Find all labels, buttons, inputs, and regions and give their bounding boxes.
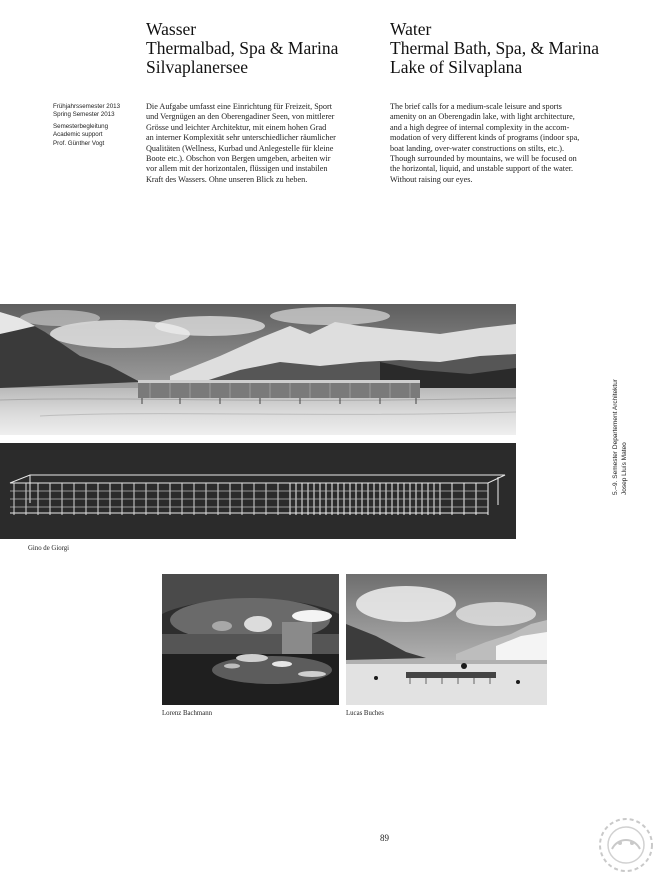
body-german-line: Die Aufgabe umfasst eine Einrichtung für Freizeit, Sport — [146, 102, 332, 111]
body-german-line: Kraft des Wassers. Ohne unseren Blick zu heben. — [146, 174, 308, 184]
caption-bachmann: Lorenz Bachmann — [162, 710, 213, 717]
winter-lake-photo — [346, 574, 547, 705]
model-photo — [0, 443, 516, 539]
watermark-logo — [594, 815, 658, 875]
caption-buches: Lucas Buches — [346, 710, 384, 717]
semester-info — [53, 103, 120, 148]
support-german: Semesterbegleitung — [53, 122, 109, 130]
title-english — [390, 20, 599, 77]
support-english: Academic support — [53, 131, 103, 139]
body-english-line: and a high degree of internal complexity in the accom- — [390, 122, 570, 132]
lake-panorama-photo — [0, 304, 516, 435]
body-english-line: amenity on an Oberengadin lake, with light architecture, — [390, 112, 575, 122]
body-german-line: vor allem mit der horizontalen, flüssigen und instabilen — [146, 164, 328, 174]
body-german — [146, 102, 378, 185]
title-german-line-2: Thermalbad, Spa & Marina — [146, 38, 339, 58]
side-label — [612, 379, 629, 495]
body-german-line: und Vergnügen an den Oberengadiner Seen, von mittlerer — [146, 112, 335, 122]
body-german-line: Qualitäten (Wellness, Kurbad und Anlegestelle für kleine — [146, 143, 334, 153]
page-number: 89 — [380, 833, 389, 843]
side-label-department: 5.–9. Semester Departement Architektur — [612, 379, 619, 495]
body-english-line: the horizontal, liquid, and unstable support of the water. — [390, 164, 574, 174]
semester-english: Spring Semester 2013 — [53, 111, 115, 119]
title-german-line-3: Silvaplanersee — [146, 57, 249, 77]
body-english-line: Without raising our eyes. — [390, 174, 473, 184]
body-english-line: Though surrounded by mountains, we will be focused on — [390, 154, 577, 164]
title-english-line-1: Water — [390, 19, 432, 39]
caption-giorgi: Gino de Giorgi — [28, 545, 70, 552]
body-english — [390, 102, 622, 185]
body-english-line: The brief calls for a medium-scale leisure and sports — [390, 102, 562, 111]
body-german-line: Boote etc.). Obschon von Bergen umgeben, arbeiten wir — [146, 154, 331, 164]
professor-name: Prof. Günther Vogt — [53, 139, 105, 147]
title-german — [146, 20, 338, 77]
body-german-line: an interner Komplexität sehr unterschiedlicher räumlicher — [146, 133, 336, 143]
side-label-professor: Josep Lluís Mateo — [620, 442, 628, 495]
body-english-line: modation of very different kinds of programs (indoor spa, — [390, 133, 580, 143]
semester-german: Frühjahrssemester 2013 — [53, 103, 121, 110]
title-english-line-2: Thermal Bath, Spa, & Marina — [390, 38, 599, 58]
indoor-bath-photo — [162, 574, 339, 705]
title-english-line-3: Lake of Silvaplana — [390, 57, 523, 77]
body-english-line: boat landing, over-water constructions on stilts, etc.). — [390, 143, 565, 153]
body-german-line: Grösse und leichter Architektur, mit einem hohen Grad — [146, 122, 327, 132]
title-german-line-1: Wasser — [146, 19, 197, 39]
